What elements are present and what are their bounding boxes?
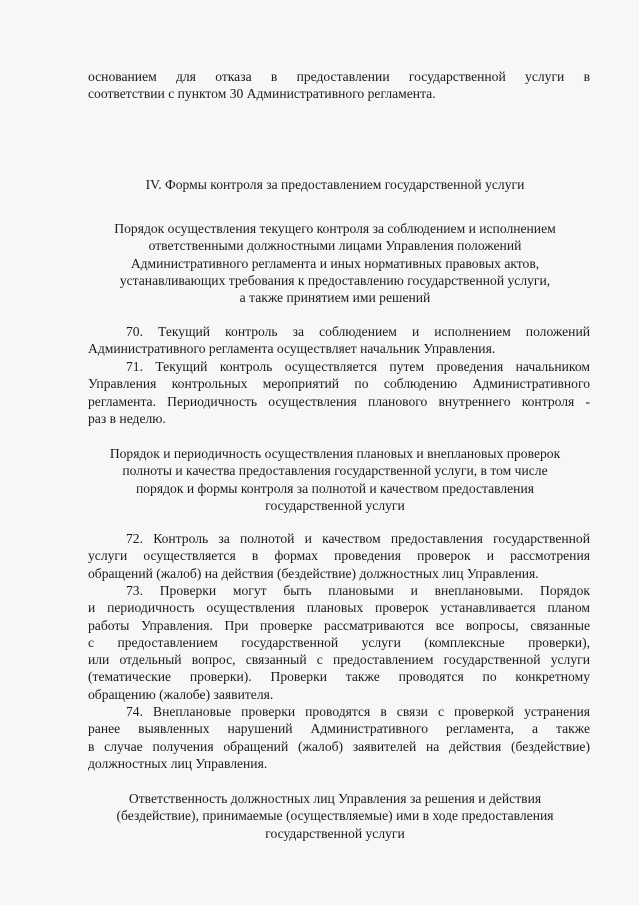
text-line: раз в неделю. [88,410,166,426]
heading-line: государственной услуги [265,825,405,841]
heading-line: Ответственность должностных лиц Управления за решения и действия [128,791,542,806]
intro-paragraph [88,68,590,103]
heading-line: Административного регламента и иных нормативных правовых актов, [130,255,540,271]
heading-line: Порядок осуществления текущего контроля за соблюдением и исполнением [114,221,556,236]
section-title-text: IV. Формы контроля за предоставлением государственной услуги [145,177,525,192]
paragraph-71 [88,358,590,427]
text-line: 74. Внеплановые проверки проводятся в связи с проверкой устранения [126,704,590,719]
heading-line: (бездействие), принимаемые (осуществляемые) ими в ходе предоставления [116,808,554,824]
text-line: услуги осуществляется в формах проведения проверок и рассмотрения [88,548,590,564]
text-line: ранее выявленных нарушений Административного регламента, а также [88,721,590,737]
heading-line: ответственными должностными лицами Управления положений [148,238,522,254]
text-line: и периодичность осуществления плановых проверок устанавливается планом [88,600,590,616]
heading-line: порядок и формы контроля за полнотой и качеством предоставления [135,480,534,496]
paragraph-72 [88,530,590,582]
text-line: обращению (жалобе) заявителя. [88,686,274,702]
subsection-heading-current-control [80,220,590,306]
text-line: 71. Текущий контроль осуществляется путем проведения начальником [126,359,590,374]
subsection-heading-responsibility [80,790,590,842]
paragraph-74 [88,703,590,772]
heading-line: государственной услуги [265,497,405,513]
heading-line: а также принятием ими решений [239,290,431,306]
text-line: (тематические проверки). Проверки также проводятся по конкретному [88,669,590,685]
text-line: 72. Контроль за полнотой и качеством предоставления государственной [126,531,590,546]
text-line: 70. Текущий контроль за соблюдением и исполнением положений [126,324,590,339]
heading-line: Порядок и периодичность осуществления плановых и внеплановых проверок [109,446,561,461]
section-title [80,176,590,193]
text-line: 73. Проверки могут быть плановыми и внеплановыми. Порядок [126,583,590,598]
text-line: с предоставлением государственной услуги (комплексные проверки), [88,634,590,650]
text-line: работы Управления. При проверке рассматриваются все вопросы, связанные [88,617,590,633]
text-line: или отдельный вопрос, связанный с предоставлением государственной услуги [88,652,590,668]
text-line: должностных лиц Управления. [88,755,268,771]
text-line: основанием для отказа в предоставлении государственной услуги в [88,69,590,84]
paragraph-70 [88,323,590,358]
subsection-heading-inspections [80,445,590,514]
text-line: соответствии с пунктом 30 Административного регламента. [88,86,436,102]
heading-line: устанавливающих требования к предоставлению государственной услуги, [119,272,551,288]
text-line: Управления контрольных мероприятий по соблюдению Административного [88,376,590,392]
text-line: обращений (жалоб) на действия (бездействие) должностных лиц Управления. [88,565,539,581]
paragraph-73 [88,582,590,703]
text-line: Административного регламента осуществляет начальник Управления. [88,341,496,357]
heading-line: полноты и качества предоставления государственной услуги, в том числе [122,463,548,479]
text-line: регламента. Периодичность осуществления планового внутреннего контроля - [88,393,590,409]
text-line: в случае получения обращений (жалоб) заявителей на действия (бездействие) [88,738,590,754]
